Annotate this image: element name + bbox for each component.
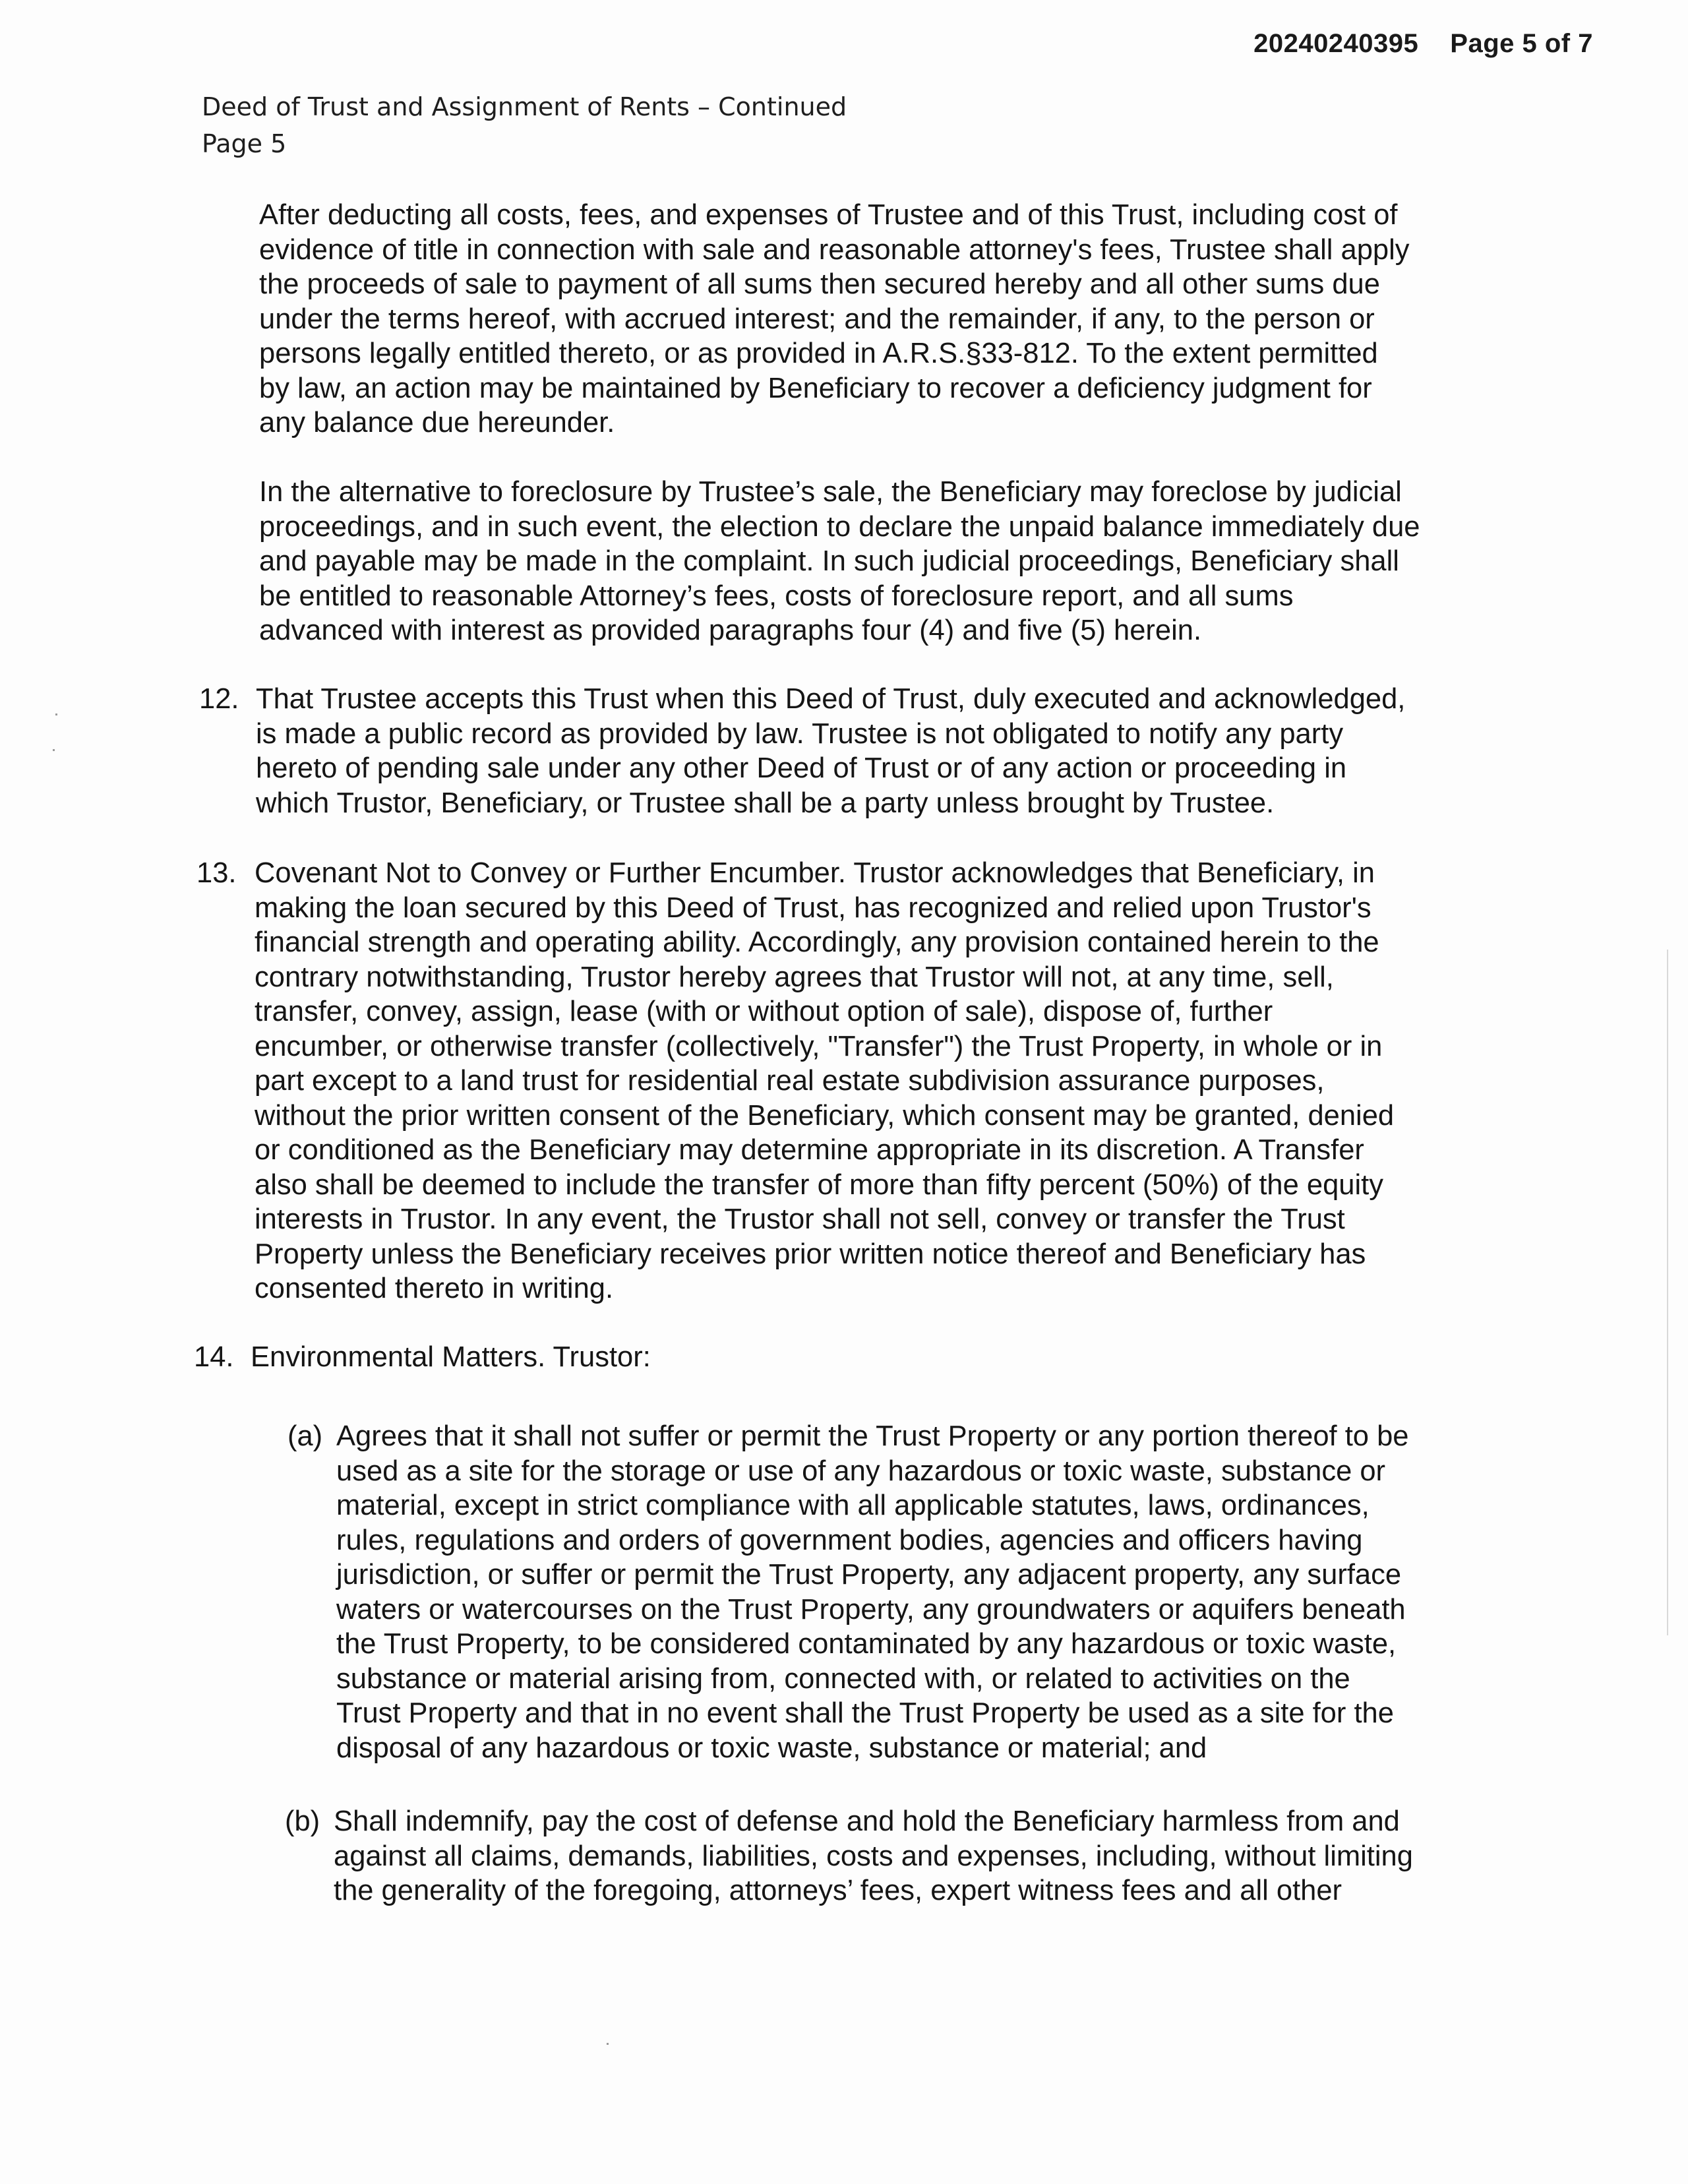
item-13-text: [255, 856, 1394, 1306]
paragraph-proceeds: [259, 198, 1410, 440]
text-line: the Trust Property, to be considered contaminated by any hazardous or toxic waste,: [336, 1628, 1397, 1660]
text-line: waters or watercourses on the Trust Property, any groundwaters or aquifers beneath: [336, 1593, 1406, 1625]
item-number-14: 14.: [194, 1341, 234, 1373]
text-line: Property unless the Beneficiary receives prior written notice thereof and Beneficiary has: [255, 1238, 1366, 1270]
text-line: or conditioned as the Beneficiary may determine appropriate in its discretion. A Transfer: [255, 1134, 1364, 1166]
text-line: used as a site for the storage or use of any hazardous or toxic waste, substance or: [336, 1455, 1386, 1487]
text-line: disposal of any hazardous or toxic waste, substance or material; and: [336, 1732, 1207, 1764]
header-page: Page 5: [202, 129, 287, 158]
text-line: interests in Trustor. In any event, the Trustor shall not sell, convey or transfer the Trust: [255, 1203, 1345, 1235]
text-line: Agrees that it shall not suffer or permit the Trust Property or any portion thereof to be: [336, 1420, 1409, 1452]
text-line: is made a public record as provided by law. Trustee is not obligated to notify any party: [256, 717, 1344, 750]
text-line: In the alternative to foreclosure by Trustee’s sale, the Beneficiary may foreclose by judicial: [259, 476, 1402, 508]
text-line: the proceeds of sale to payment of all sums then secured hereby and all other sums due: [259, 268, 1380, 300]
scan-edge-line: [1667, 950, 1668, 1635]
recording-page: Page 5 of 7: [1450, 29, 1593, 58]
subitem-a-label: (a): [287, 1420, 323, 1452]
text-line: jurisdiction, or suffer or permit the Trust Property, any adjacent property, any surface: [336, 1559, 1402, 1591]
text-line: That Trustee accepts this Trust when this Deed of Trust, duly executed and acknowledged,: [256, 683, 1406, 715]
item-number-13: 13.: [196, 857, 237, 889]
item-14-heading: Environmental Matters. Trustor:: [251, 1341, 651, 1373]
text-line: any balance due hereunder.: [259, 407, 615, 439]
text-line: without the prior written consent of the Beneficiary, which consent may be granted, denied: [255, 1099, 1395, 1132]
text-line: consented thereto in writing.: [255, 1273, 614, 1304]
scan-speck: [55, 713, 57, 715]
text-line: After deducting all costs, fees, and expenses of Trustee and of this Trust, including cost of: [259, 199, 1398, 231]
text-line: rules, regulations and orders of government bodies, agencies and officers having: [336, 1524, 1363, 1556]
subitem-b-text: [334, 1804, 1413, 1908]
text-line: and payable may be made in the complaint. In such judicial proceedings, Beneficiary shall: [259, 545, 1399, 577]
text-line: Covenant Not to Convey or Further Encumber. Trustor acknowledges that Beneficiary, in: [255, 857, 1375, 889]
text-line: be entitled to reasonable Attorney’s fees, costs of foreclosure report, and all sums: [259, 580, 1294, 612]
text-line: advanced with interest as provided paragraphs four (4) and five (5) herein.: [259, 615, 1202, 646]
text-line: persons legally entitled thereto, or as provided in A.R.S.§33-812. To the extent permitted: [259, 338, 1378, 369]
text-line: part except to a land trust for residential real estate subdivision assurance purposes,: [255, 1065, 1325, 1097]
item-number-12: 12.: [199, 683, 239, 715]
text-line: the generality of the foregoing, attorneys’ fees, expert witness fees and all other: [334, 1875, 1342, 1906]
text-line: financial strength and operating ability. Accordingly, any provision contained herein to the: [255, 926, 1379, 958]
text-line: material, except in strict compliance with all applicable statutes, laws, ordinances,: [336, 1490, 1370, 1521]
paragraph-judicial-alternative: [259, 475, 1420, 648]
text-line: by law, an action may be maintained by Beneficiary to recover a deficiency judgment for: [259, 372, 1372, 404]
text-line: under the terms hereof, with accrued interest; and the remainder, if any, to the person or: [259, 303, 1375, 335]
scan-speck: [607, 2043, 609, 2045]
text-line: also shall be deemed to include the transfer of more than fifty percent (50%) of the equity: [255, 1168, 1383, 1201]
text-line: substance or material arising from, connected with, or related to activities on the: [336, 1662, 1350, 1695]
text-line: transfer, convey, assign, lease (with or without option of sale), dispose of, further: [255, 996, 1273, 1027]
scan-speck: [53, 749, 55, 751]
recording-stamp: [1253, 29, 1593, 59]
text-line: which Trustor, Beneficiary, or Trustee shall be a party unless brought by Trustee.: [256, 787, 1275, 819]
text-line: encumber, or otherwise transfer (collectively, "Transfer") the Trust Property, in whole or in: [255, 1030, 1383, 1062]
text-line: Trust Property and that in no event shall the Trust Property be used as a site for the: [336, 1697, 1394, 1729]
text-line: making the loan secured by this Deed of Trust, has recognized and relied upon Trustor's: [255, 892, 1372, 924]
text-line: evidence of title in connection with sale and reasonable attorney's fees, Trustee shall apply: [259, 233, 1410, 266]
header-title: Deed of Trust and Assignment of Rents – Continued: [202, 92, 847, 121]
item-12-text: [256, 682, 1405, 820]
text-line: hereto of pending sale under any other Deed of Trust or of any action or proceeding in: [256, 752, 1347, 784]
subitem-a-text: [336, 1419, 1408, 1765]
text-line: proceedings, and in such event, the election to declare the unpaid balance immediately due: [259, 510, 1420, 543]
recording-number: 20240240395: [1253, 29, 1419, 58]
text-line: Shall indemnify, pay the cost of defense and hold the Beneficiary harmless from and: [334, 1805, 1400, 1837]
running-header: [202, 88, 847, 162]
text-line: contrary notwithstanding, Trustor hereby agrees that Trustor will not, at any time, sell,: [255, 961, 1334, 993]
text-line: against all claims, demands, liabilities, costs and expenses, including, without limiting: [334, 1840, 1413, 1872]
subitem-b-label: (b): [285, 1805, 320, 1837]
